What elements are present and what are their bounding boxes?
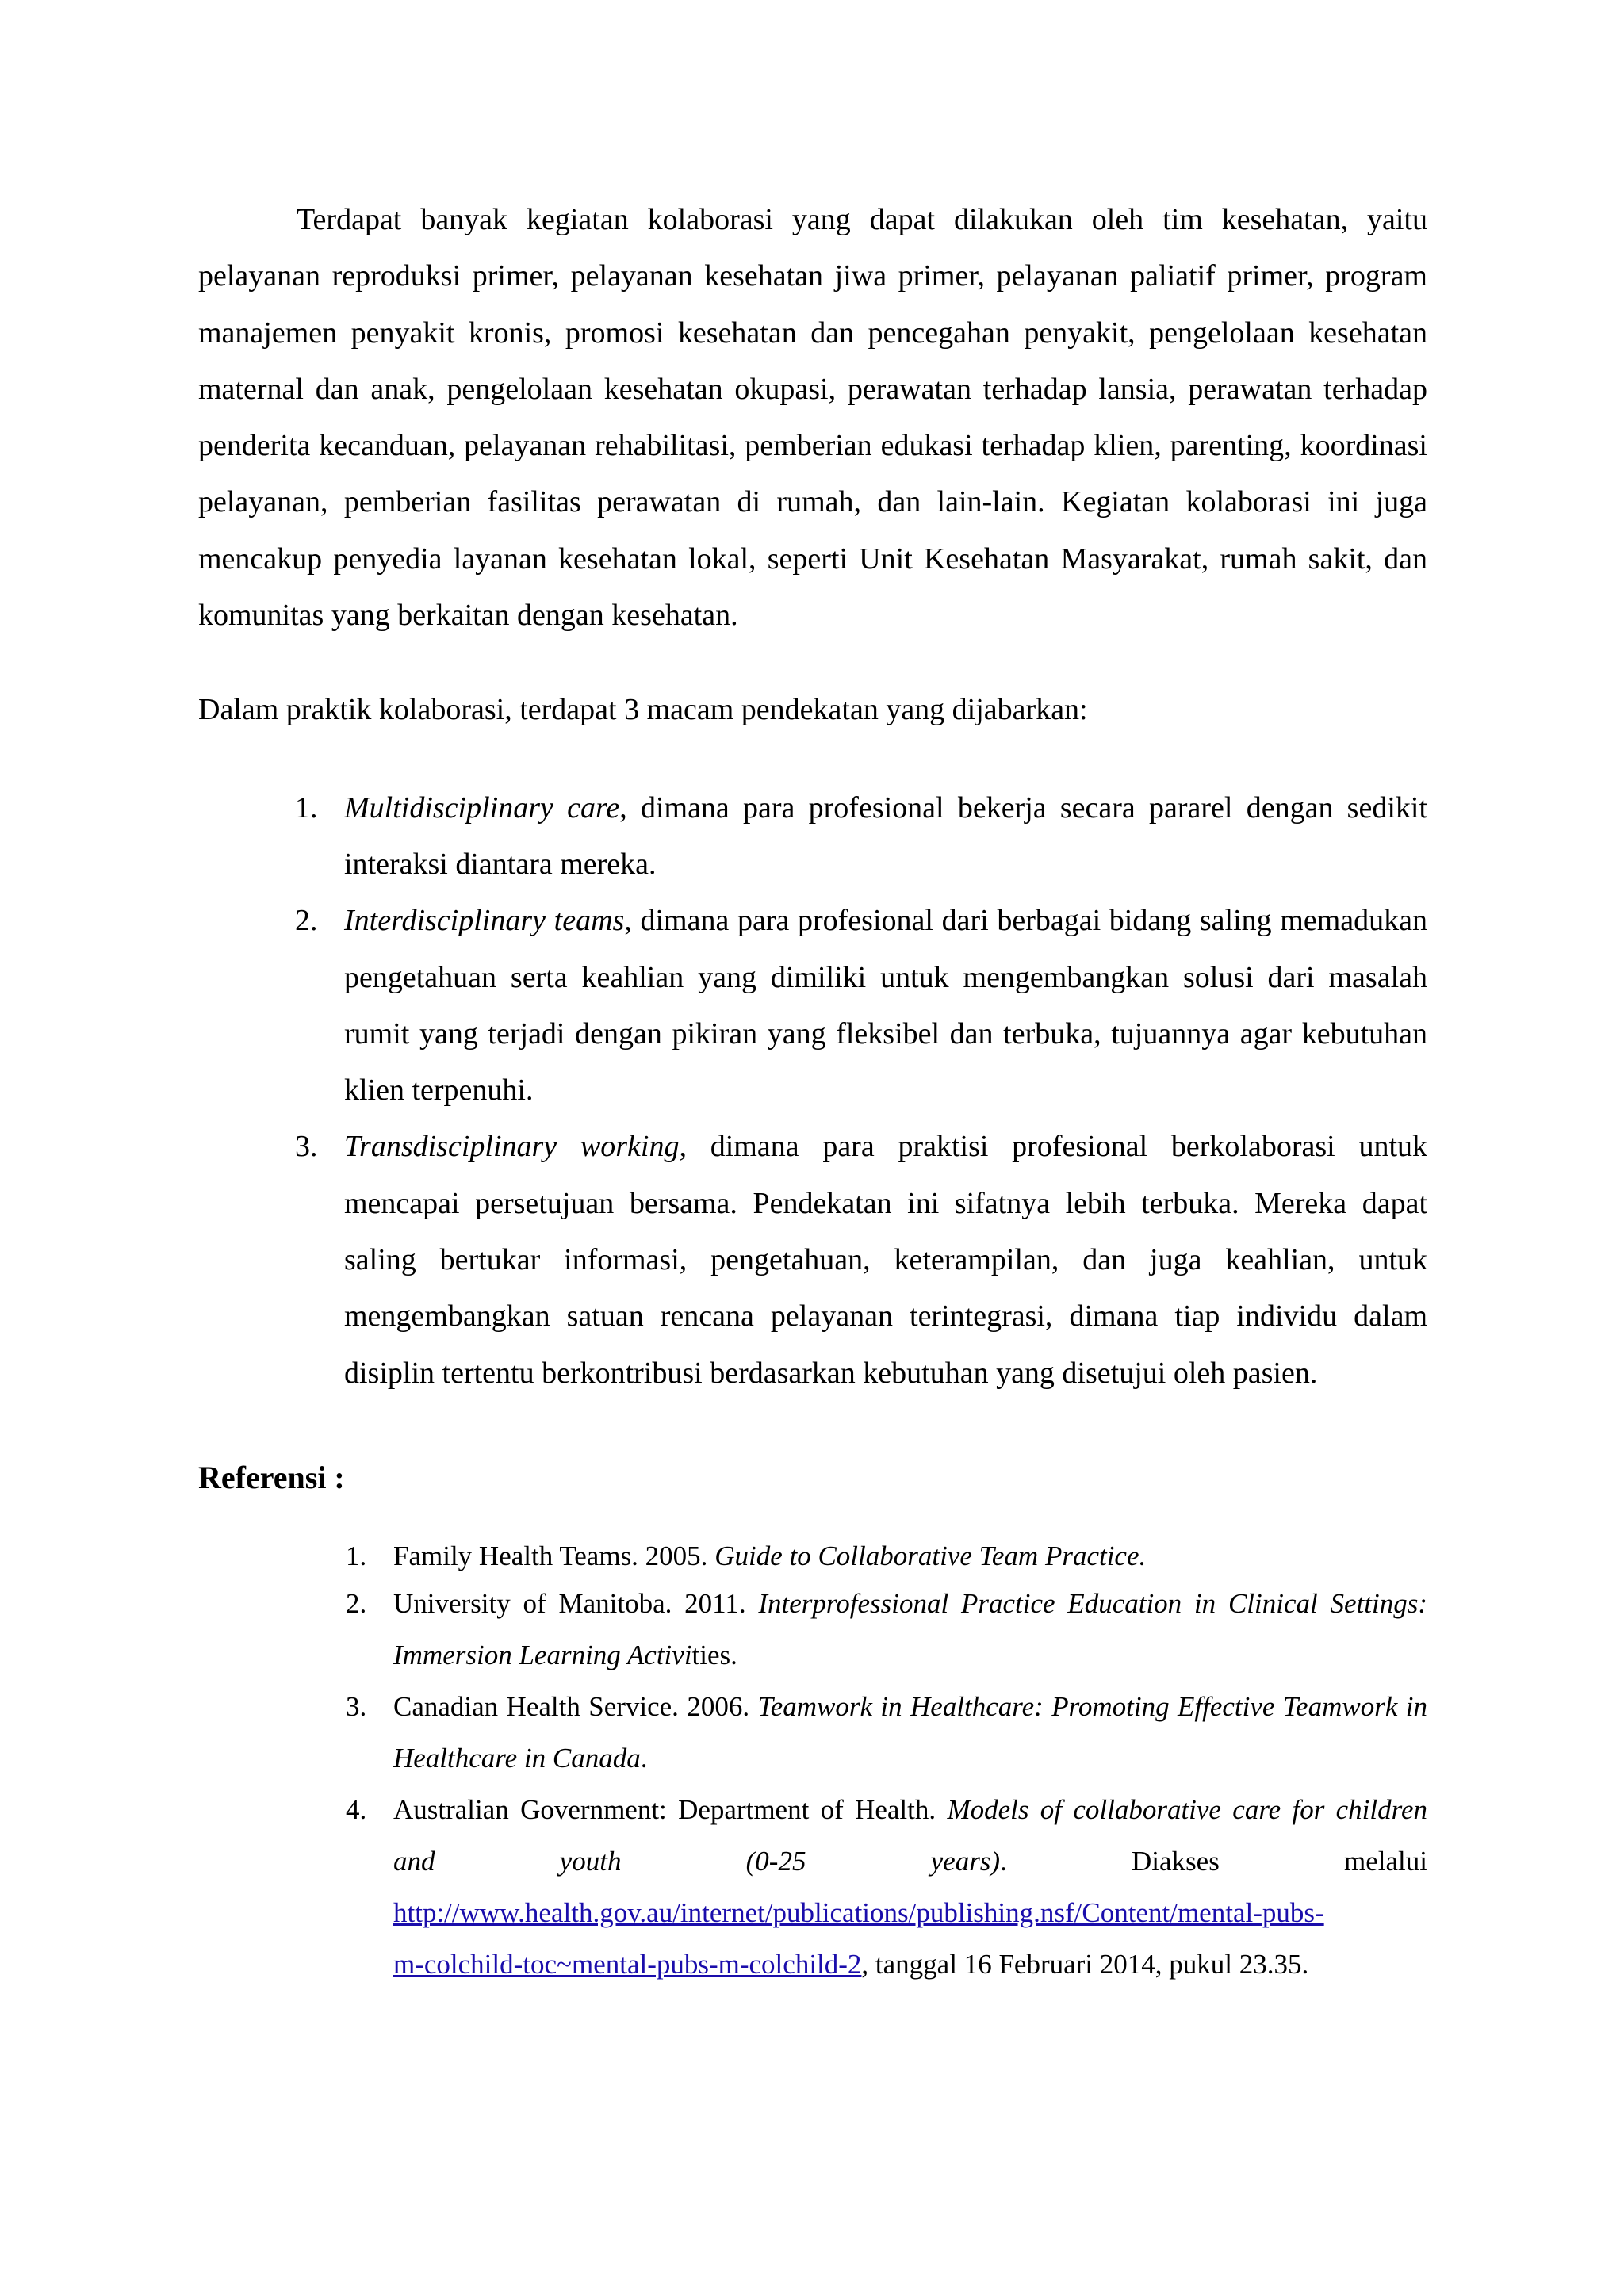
reference-title: Teamwork in Healthcare: Promoting Effective Teamwork in Healthcare in Canada <box>393 1690 1427 1774</box>
document-page <box>198 192 1427 1990</box>
paragraph-approaches-intro: Dalam praktik kolaborasi, terdapat 3 macam pendekatan yang dijabarkan: <box>198 693 1088 727</box>
reference-author: Australian Government: Department of Health. <box>393 1793 948 1825</box>
reference-title: Interprofessional Practice Education in Clinical Settings: Immersion Learning Activi <box>393 1587 1427 1670</box>
list-number: 1. <box>295 790 318 825</box>
reference-suffix: ties. <box>691 1639 737 1670</box>
list-number: 3. <box>295 1130 318 1164</box>
approach-item-transdisciplinary <box>198 1119 1427 1401</box>
references-heading: Referensi : <box>198 1459 345 1495</box>
approach-description: , dimana para praktisi profesional berkolaborasi untuk mencapai persetujuan bersama. Pendekatan ini sifatnya lebih terbuka. Mereka dapat saling bertukar informasi, pengetahuan, keterampilan, dan juga keahlian, untuk mengembangkan satuan rencana pelayanan terintegrasi, dimana tiap individu dalam disiplin tertentu berkontribusi berdasarkan kebutuhan yang disetujui oleh pasien. <box>344 1130 1427 1390</box>
reference-author: University of Manitoba. 2011. <box>393 1587 759 1619</box>
reference-author: Canadian Health Service. 2006. <box>393 1690 758 1722</box>
list-number: 2. <box>295 904 318 938</box>
reference-item <box>198 1784 1427 1990</box>
list-number: 4. <box>346 1793 367 1825</box>
reference-title: Guide to Collaborative Team Practice. <box>714 1540 1147 1571</box>
list-number: 2. <box>346 1587 367 1619</box>
paragraph-collaboration-activities: Terdapat banyak kegiatan kolaborasi yang dapat dilakukan oleh tim kesehatan, yaitu pelayanan reproduksi primer, pelayanan kesehatan jiwa primer, pelayanan paliatif primer, program manajemen penyakit kronis, promosi kesehatan dan pencegahan penyakit, pengelolaan kesehatan maternal dan anak, pengelolaan kesehatan okupasi, perawatan terhadap lansia, perawatan terhadap penderita kecanduan, pelayanan rehabilitasi, pemberian edukasi terhadap klien, parenting, koordinasi pelayanan, pemberian fasilitas perawatan di rumah, dan lain-lain. Kegiatan kolaborasi ini juga mencakup penyedia layanan kesehatan lokal, seperti Unit Kesehatan Masyarakat, rumah sakit, dan komunitas yang berkaitan dengan kesehatan. <box>198 203 1427 633</box>
approach-term: Transdisciplinary working <box>344 1130 680 1164</box>
reference-body <box>393 1784 1427 1887</box>
reference-link-block <box>393 1887 1427 1990</box>
approach-term: Interdisciplinary teams <box>344 904 625 938</box>
approach-item-multidisciplinary <box>198 780 1427 894</box>
references-list <box>198 1536 1427 1990</box>
reference-suffix: . <box>640 1742 648 1774</box>
reference-middle: . Diakses melalui <box>1000 1845 1427 1877</box>
approach-term: Multidisciplinary care <box>344 790 620 825</box>
approach-item-interdisciplinary <box>198 893 1427 1119</box>
reference-title: Models of collaborative care for children and youth (0-25 years) <box>393 1793 1427 1877</box>
reference-suffix: , tanggal 16 Februari 2014, pukul 23.35. <box>861 1948 1309 1980</box>
approach-description: , dimana para profesional bekerja secara pararel dengan sedikit interaksi diantara mereka. <box>344 790 1428 881</box>
reference-link-line1: http://www.health.gov.au/internet/publications/publishing.nsf/Content/mental-pubs- <box>393 1896 1324 1928</box>
reference-item <box>198 1578 1427 1681</box>
reference-link-line2: m-colchild-toc~mental-pubs-m-colchild-2 <box>393 1948 862 1980</box>
list-number: 1. <box>346 1540 367 1571</box>
reference-author: Family Health Teams. 2005. <box>393 1540 715 1571</box>
list-number: 3. <box>346 1690 367 1722</box>
approaches-list <box>198 780 1427 1402</box>
approach-description: , dimana para profesional dari berbagai bidang saling memadukan pengetahuan serta keahlian yang dimiliki untuk mengembangkan solusi dari masalah rumit yang terjadi dengan pikiran yang fleksibel dan terbuka, tujuannya agar kebutuhan klien terpenuhi. <box>344 904 1427 1108</box>
reference-item <box>198 1536 1427 1576</box>
reference-item <box>198 1681 1427 1784</box>
